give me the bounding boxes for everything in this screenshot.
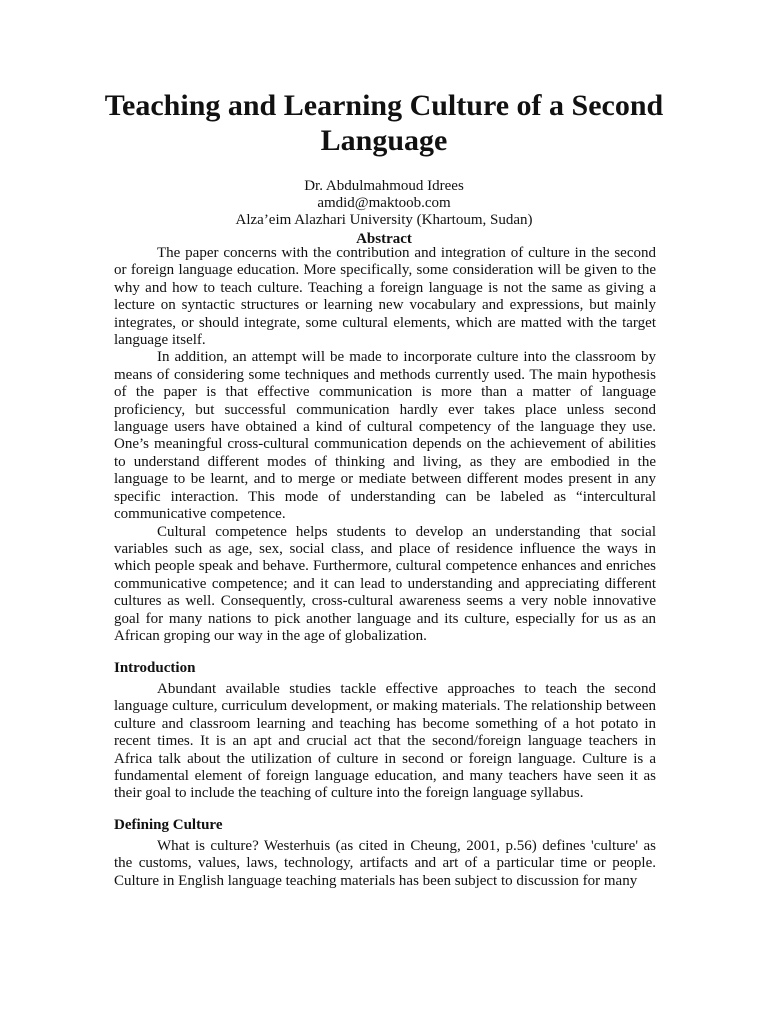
author-affiliation: Alza’eim Alazhari University (Khartoum, Sudan)	[235, 212, 533, 228]
author-email: amdid@maktoob.com	[317, 195, 451, 211]
introduction-heading: Introduction	[114, 660, 196, 676]
abstract-paragraph: Cultural competence helps students to develop an understanding that social variables such as age, sex, social class, and place of residence influence the ways in which people speak and behave. Furthermore, cultural competence enhances and enriches communicative competence; and it can lead to understanding and appreciating different cultures as well. Consequently, cross-cultural awareness seems a very noble innovative goal for many nations to pick another language and its culture, especially for us as an African groping our way in the age of globalization.	[114, 523, 656, 644]
defining-culture-body	[114, 838, 656, 890]
introduction-body	[114, 681, 656, 803]
introduction-paragraph: Abundant available studies tackle effective approaches to teach the second language culture, curriculum development, or making materials. The relationship between culture and classroom learning and teaching has become something of a hot potato in recent times. It is an apt and crucial act that the second/foreign language teachers in Africa talk about the utilization of culture in second or foreign language. Culture is a fundamental element of foreign language education, and many teachers have seen it as their goal to include the teaching of culture into the foreign language syllabus.	[114, 681, 656, 802]
abstract-paragraph: In addition, an attempt will be made to incorporate culture into the classroom by means of considering some techniques and methods currently used. The main hypothesis of the paper is that effective communication is more than a matter of language proficiency, but successful communication hardly ever takes place unless second language users have obtained a kind of cultural competency of the language they use. One’s meaningful cross-cultural communication depends on the achievement of abilities to understand different modes of thinking and living, as they are embodied in the language to be learnt, and to merge or mediate between different modes present in any specific interaction. This mode of understanding can be labeled as “intercultural communicative competence.	[114, 349, 656, 523]
paper-title: Teaching and Learning Culture of a Second Language	[104, 89, 664, 157]
defining-culture-heading: Defining Culture	[114, 817, 223, 833]
abstract-body	[114, 245, 656, 645]
abstract-paragraph: The paper concerns with the contribution and integration of culture in the second or foreign language education. More specifically, some consideration will be given to the why and how to teach culture. Teaching a foreign language is not the same as giving a lecture on syntactic structures or learning new vocabulary and expressions, but mainly integrates, or should integrate, some cultural elements, which are matted with the target language itself.	[114, 245, 656, 349]
abstract-heading: Abstract	[356, 231, 412, 247]
author-name: Dr. Abdulmahmoud Idrees	[304, 178, 464, 194]
defining-culture-paragraph: What is culture? Westerhuis (as cited in Cheung, 2001, p.56) defines 'culture' as the customs, values, laws, technology, artifacts and art of a particular time or people. Culture in English language teaching materials has been subject to discussion for many	[114, 838, 656, 889]
